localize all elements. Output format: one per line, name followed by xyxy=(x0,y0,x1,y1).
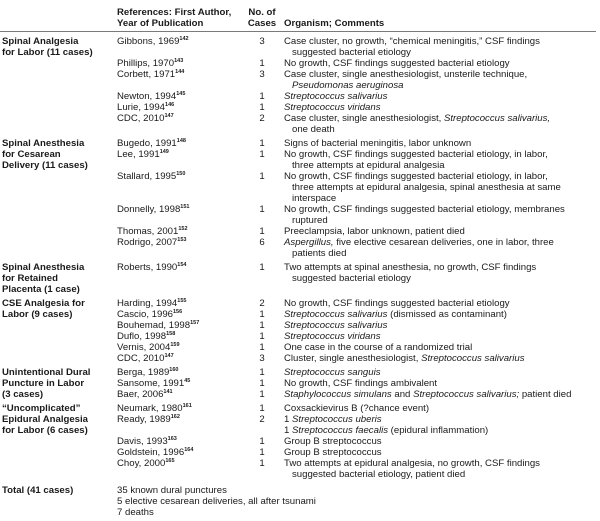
reference-cell: Harding, 1994$^{155}$ xyxy=(117,298,187,309)
case-count: 1 xyxy=(259,102,265,113)
table-row xyxy=(117,226,600,237)
citation-number: 144 xyxy=(175,69,185,75)
comment-cell: No growth, CSF findings suggested bacterial etiology xyxy=(284,58,510,69)
table-group xyxy=(0,403,600,480)
comment-cell: Two attempts at epidural analgesia, no growth, CSF findings suggested bacterial etiology, patient died xyxy=(284,458,540,480)
table-row xyxy=(117,403,600,414)
header-reference: References: First Author, Year of Publication xyxy=(117,7,232,29)
comment-cell: Case cluster, single anesthesiologist, Streptococcus salivarius, one death xyxy=(284,113,551,135)
reference-cell: Berga, 1989$^{160}$ xyxy=(117,367,179,378)
reference-cell: Roberts, 1990$^{154}$ xyxy=(117,262,187,273)
reference-cell: Davis, 1993$^{163}$ xyxy=(117,436,177,447)
table-row xyxy=(117,353,600,364)
case-count: 1 xyxy=(259,331,265,342)
citation-number: 153 xyxy=(177,237,187,243)
citation-number: 165 xyxy=(165,458,175,464)
table-row xyxy=(117,447,600,458)
comment-cell xyxy=(280,331,600,342)
citation-number: 162 xyxy=(170,414,180,420)
total-line: 7 deaths xyxy=(117,507,154,518)
citation-number: 141 xyxy=(163,389,173,395)
total-line: 35 known dural punctures xyxy=(117,485,227,496)
organism-name: Streptococcus salivarius, xyxy=(443,113,551,124)
table-row xyxy=(117,204,600,226)
reference-cell: Choy, 2000$^{165}$ xyxy=(117,458,175,469)
table-group xyxy=(0,298,600,364)
case-count: 1 xyxy=(259,91,265,102)
citation-number: 160 xyxy=(169,367,179,373)
comment-cell: Streptococcus salivarius (dismissed as contaminant) xyxy=(284,309,507,320)
table-body xyxy=(0,36,600,480)
organism-name: Streptococcus sanguis xyxy=(284,367,381,378)
reference-cell: Baer, 2006$^{141}$ xyxy=(117,389,173,400)
table-row xyxy=(117,113,600,135)
citation-number: 154 xyxy=(177,262,187,268)
comment-cell: Case cluster, single anesthesiologist, unsterile technique, Pseudomonas aeruginosa xyxy=(284,69,528,91)
table-row xyxy=(117,331,600,342)
reference-cell: Donnelly, 1998$^{151}$ xyxy=(117,204,190,215)
case-count: 2 xyxy=(259,298,265,309)
table-row xyxy=(117,378,600,389)
group-title: Spinal Analgesia for Labor (11 cases) xyxy=(2,36,93,58)
table-row xyxy=(117,414,600,436)
comment-cell xyxy=(280,91,600,102)
reference-cell: Corbett, 1971$^{144}$ xyxy=(117,69,185,80)
table-row xyxy=(117,389,600,400)
comment-cell: No growth, CSF findings suggested bacterial etiology xyxy=(284,298,510,309)
case-count: 1 xyxy=(259,58,265,69)
table-group xyxy=(0,138,600,259)
comment-cell: Cluster, single anesthesiologist, Streptococcus salivarius xyxy=(284,353,525,364)
total-lines xyxy=(117,485,600,518)
comment-cell: No growth, CSF findings ambivalent xyxy=(284,378,438,389)
organism-name: Streptococcus faecalis xyxy=(292,425,388,436)
citation-number: 143 xyxy=(174,58,184,64)
group-title: Spinal Anesthesia for Retained Placenta (1 case) xyxy=(2,262,85,295)
case-count: 3 xyxy=(259,69,265,80)
organism-name: Pseudomonas aeruginosa xyxy=(292,80,404,91)
citation-number: 157 xyxy=(190,320,200,326)
reference-cell: Bugedo, 1991$^{148}$ xyxy=(117,138,186,149)
comment-cell: Two attempts at spinal anesthesia, no growth, CSF findings suggested bacterial etiology xyxy=(284,262,537,284)
table-row xyxy=(117,298,600,309)
total-line: 5 elective cesarean deliveries, all after tsunami xyxy=(117,496,316,507)
comment-cell: Group B streptococcus xyxy=(284,436,382,447)
table-row xyxy=(117,149,600,171)
citation-number: 145 xyxy=(176,91,186,97)
organism-name: Streptococcus salivarius xyxy=(284,309,388,320)
comment-cell xyxy=(280,102,600,113)
table-group xyxy=(0,36,600,135)
organism-name: Streptococcus viridans xyxy=(284,102,381,113)
case-count: 1 xyxy=(259,262,265,273)
case-count: 3 xyxy=(259,353,265,364)
case-count: 1 xyxy=(259,204,265,215)
case-count: 2 xyxy=(259,414,265,425)
table-row xyxy=(117,138,600,149)
total-row xyxy=(0,485,600,518)
citation-number: 159 xyxy=(170,342,180,348)
reference-cell: Stallard, 1995$^{150}$ xyxy=(117,171,186,182)
reference-cell: Bouhemad, 1998$^{157}$ xyxy=(117,320,200,331)
comment-cell: No growth, CSF findings suggested bacterial etiology, in labor, three attempts at epidural analgesia, spinal anesthesia at same interspace xyxy=(284,171,561,204)
comment-cell: Coxsackievirus B (?chance event) xyxy=(284,403,430,414)
organism-name: Streptococcus salivarius xyxy=(284,320,388,331)
case-count: 3 xyxy=(259,36,265,47)
organism-name: Aspergillus, xyxy=(284,237,334,248)
table-row xyxy=(117,309,600,320)
reference-cell: Lurie, 1994$^{146}$ xyxy=(117,102,175,113)
organism-name: Streptococcus salivarius xyxy=(284,91,388,102)
citation-number: 142 xyxy=(179,36,189,42)
header-comments: Organism; Comments xyxy=(284,18,385,29)
table-row xyxy=(117,69,600,91)
citation-number: 155 xyxy=(177,298,187,304)
case-count: 1 xyxy=(259,226,265,237)
citation-number: 164 xyxy=(184,447,194,453)
reference-cell: Phillips, 1970$^{143}$ xyxy=(117,58,184,69)
citation-number: 146 xyxy=(165,102,175,108)
organism-name: Streptococcus salivarius xyxy=(421,353,525,364)
case-count: 1 xyxy=(259,403,265,414)
table-row xyxy=(117,342,600,353)
citation-number: 151 xyxy=(180,204,190,210)
table-row xyxy=(117,436,600,447)
table-row xyxy=(117,91,600,102)
citation-number: 45 xyxy=(184,378,191,384)
table-group xyxy=(0,367,600,400)
table-row xyxy=(117,58,600,69)
comment-cell: Preeclampsia, labor unknown, patient died xyxy=(284,226,465,237)
case-count: 1 xyxy=(259,436,265,447)
comment-cell: 1 Streptococcus uberis 1 Streptococcus faecalis (epidural inflammation) xyxy=(284,414,489,436)
case-count: 1 xyxy=(259,458,265,469)
comment-cell: No growth, CSF findings suggested bacterial etiology, in labor, three attempts at epidural analgesia xyxy=(284,149,548,171)
group-title: “Uncomplicated” Epidural Analgesia for Labor (6 cases) xyxy=(2,403,89,436)
case-count: 1 xyxy=(259,309,265,320)
table-row xyxy=(117,237,600,259)
organism-name: Streptococcus salivarius; xyxy=(413,389,520,400)
case-count: 1 xyxy=(259,320,265,331)
total-label: Total (41 cases) xyxy=(2,485,74,496)
reference-cell: Gibbons, 1969$^{142}$ xyxy=(117,36,189,47)
table-row xyxy=(117,171,600,204)
comment-cell xyxy=(280,320,600,331)
table-row xyxy=(117,367,600,378)
table-row xyxy=(117,458,600,480)
table-group xyxy=(0,262,600,295)
header-cases: No. of Cases xyxy=(247,7,277,29)
reference-cell: Ready, 1989$^{162}$ xyxy=(117,414,180,425)
citation-number: 148 xyxy=(176,138,186,144)
reference-cell: Vernis, 2004$^{159}$ xyxy=(117,342,180,353)
organism-name: Streptococcus viridans xyxy=(284,331,381,342)
case-count: 6 xyxy=(259,237,265,248)
reference-cell: Thomas, 2001$^{152}$ xyxy=(117,226,188,237)
reference-cell: Cascio, 1996$^{156}$ xyxy=(117,309,183,320)
citation-number: 152 xyxy=(178,226,188,232)
reference-cell: Rodrigo, 2007$^{153}$ xyxy=(117,237,187,248)
reference-cell: Duflo, 1998$^{158}$ xyxy=(117,331,176,342)
header-category xyxy=(2,7,117,29)
comment-cell: Aspergillus, five elective cesarean deliveries, one in labor, three patients died xyxy=(284,237,554,259)
citation-number: 147 xyxy=(164,113,174,119)
case-count: 1 xyxy=(259,378,265,389)
group-title: Unintentional Dural Puncture in Labor (3 cases) xyxy=(2,367,91,400)
citation-number: 156 xyxy=(173,309,183,315)
reference-cell: Lee, 1991$^{149}$ xyxy=(117,149,169,160)
citation-number: 150 xyxy=(176,171,186,177)
case-count: 1 xyxy=(259,367,265,378)
case-count: 2 xyxy=(259,113,265,124)
reference-cell: CDC, 2010$^{147}$ xyxy=(117,113,174,124)
comment-cell: One case in the course of a randomized trial xyxy=(284,342,473,353)
case-count: 1 xyxy=(259,171,265,182)
citation-number: 147 xyxy=(164,353,174,359)
case-count: 1 xyxy=(259,138,265,149)
comment-cell: No growth, CSF findings suggested bacterial etiology, membranes ruptured xyxy=(284,204,565,226)
table-row xyxy=(117,262,600,284)
comment-cell: Group B streptococcus xyxy=(284,447,382,458)
comment-cell: Signs of bacterial meningitis, labor unknown xyxy=(284,138,472,149)
citation-number: 163 xyxy=(167,436,177,442)
group-title: Spinal Anesthesia for Cesarean Delivery (11 cases) xyxy=(2,138,88,171)
citation-number: 161 xyxy=(182,403,192,409)
reference-cell: CDC, 2010$^{147}$ xyxy=(117,353,174,364)
table-header xyxy=(0,7,596,32)
reference-cell: Neumark, 1980$^{161}$ xyxy=(117,403,192,414)
case-count: 1 xyxy=(259,149,265,160)
reference-cell: Sansome, 1991$^{45}$ xyxy=(117,378,191,389)
reference-cell: Goldstein, 1996$^{164}$ xyxy=(117,447,194,458)
case-count: 1 xyxy=(259,447,265,458)
case-count: 1 xyxy=(259,342,265,353)
organism-name: Staphylococcus simulans xyxy=(284,389,392,400)
table-row xyxy=(117,36,600,58)
organism-name: Streptococcus uberis xyxy=(292,414,382,425)
reference-cell: Newton, 1994$^{145}$ xyxy=(117,91,186,102)
group-title: CSE Analgesia for Labor (9 cases) xyxy=(2,298,85,320)
table-row xyxy=(117,320,600,331)
table-row xyxy=(117,102,600,113)
comment-cell: Staphylococcus simulans and Streptococcus salivarius; patient died xyxy=(284,389,572,400)
citation-number: 149 xyxy=(159,149,169,155)
comment-cell xyxy=(280,367,600,378)
citation-number: 158 xyxy=(166,331,176,337)
case-count: 1 xyxy=(259,389,265,400)
comment-cell: Case cluster, no growth, “chemical meningitis,” CSF findings suggested bacterial etiology xyxy=(284,36,540,58)
